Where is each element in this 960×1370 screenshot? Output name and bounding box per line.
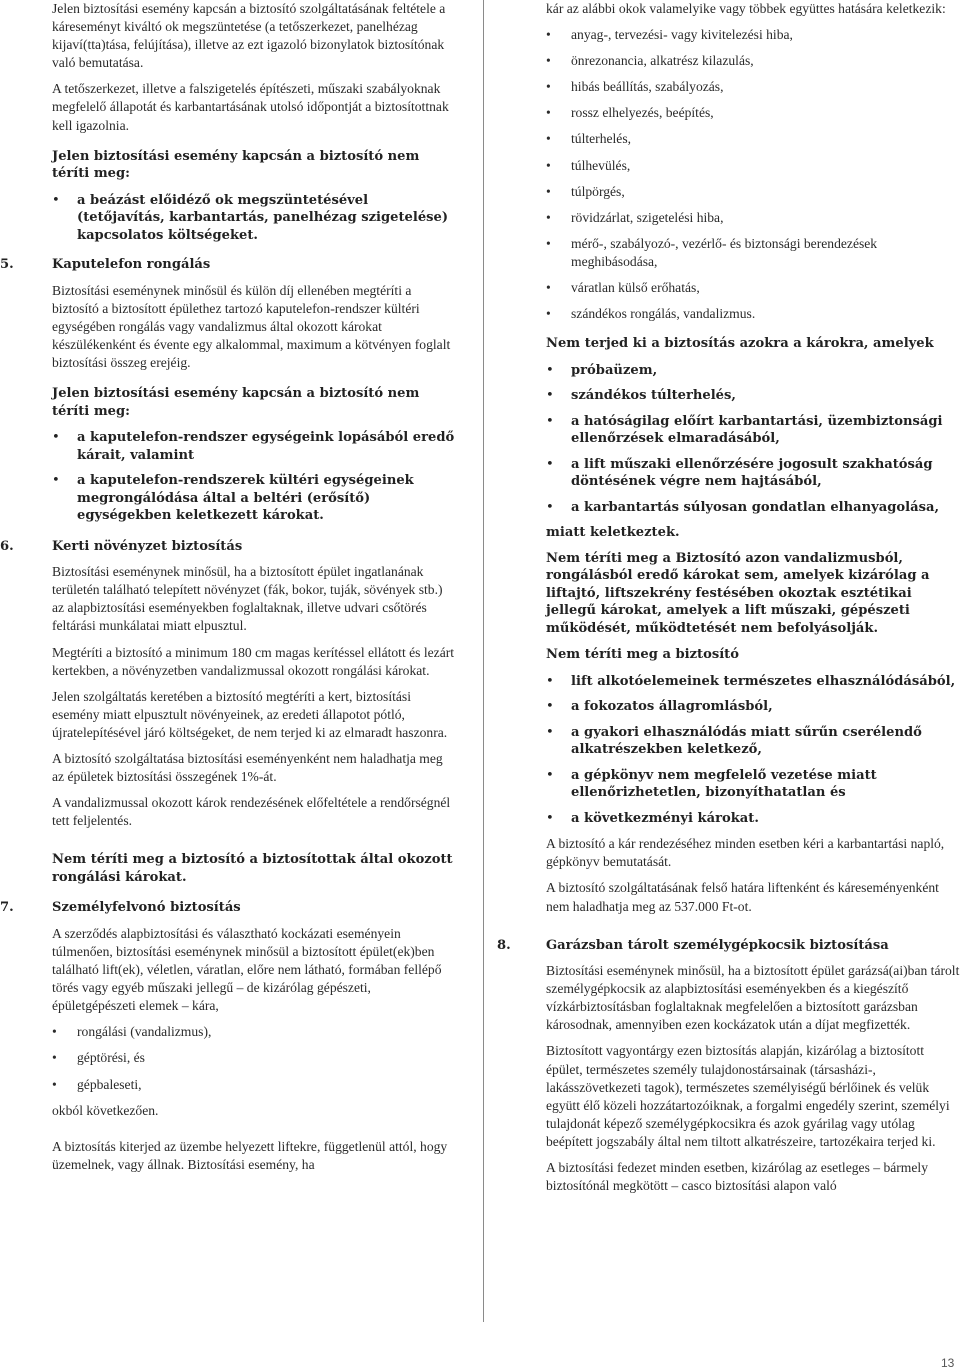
exclusion-list <box>546 673 960 828</box>
paragraph: A biztosítási fedezet minden esetben, kizárólag az esetleges – bármely biztosítónál megkötött – casco biztosítási alapon való <box>546 1160 928 1194</box>
section-title: Kaputelefon rongálás <box>52 257 211 273</box>
section-number: 5. <box>0 257 14 273</box>
section-number: 7. <box>0 900 14 916</box>
section-number: 6. <box>0 538 14 554</box>
list-item: • a hatóságilag előírt karbantartási, üzembiztonsági ellenőrzések elmaradásából, <box>546 413 960 448</box>
list-item: • próbaüzem, <box>546 362 960 380</box>
exclusion-heading: Jelen biztosítási esemény kapcsán a biztosító nem téríti meg: <box>52 148 420 182</box>
list-item: • szándékos rongálás, vandalizmus. <box>546 305 960 323</box>
paragraph: Biztosított vagyontárgy ezen biztosítás alapján, kizárólag a biztosított épület, természetes személy tulajdonostársainak (társasházi-, lakásszövetkezeti tagok), természetes személyiségű bérlőinek és velük együtt élő közeli hozzátartozóiknak, a forgalmi engedély szerint, személyi tulajdonát képező személygépkocsikra és azok gyárilag vagy utólag beépített jogszabály által nem tiltott alkatrészeire, tartozékaira terjed ki. <box>546 1043 950 1149</box>
cause-list <box>52 1023 457 1093</box>
paragraph-limit: A biztosító szolgáltatásának felső határa liftenként és káreseményenként nem haladhatja meg az 537.000 Ft-ot. <box>546 880 939 914</box>
list-item: • lift alkotóelemeinek természetes elhasználódásából, <box>546 673 960 691</box>
paragraph: A szerződés alapbiztosítási és választható kockázati eseményein túlmenően, biztosítási eseménynek minősül a biztosított épület(ek)ben található lift(ek), véletlen, váratlan, előre nem látható, formában fellépő törés vagy egyéb műszaki jellegű – de kizárólag gépészeti, épületgépészeti elemek – kára, <box>52 925 442 1014</box>
list-item: • váratlan külső erőhatás, <box>546 279 960 297</box>
list-item: • rossz elhelyezés, beépítés, <box>546 104 960 122</box>
paragraph-roof: A tetőszerkezet, illetve a falszigetelés építészeti, műszaki szabályoknak megfelelő állapotát és karbantartásának utolsó időpontját a biztosítottnak kell igazolnia. <box>52 81 449 133</box>
right-column <box>497 0 960 1203</box>
cause-list <box>546 26 960 323</box>
list-item: • túlpörgés, <box>546 183 960 201</box>
exclusion-heading: Jelen biztosítási esemény kapcsán a biztosító nem téríti meg: <box>52 386 420 419</box>
list-item: • a gépkönyv nem megfelelő vezetése miatt ellenőrizhetetlen, bizonyíthatatlan és <box>546 767 960 802</box>
paragraph-intro: Jelen biztosítási esemény kapcsán a biztosító szolgáltatásának feltétele a káreseményt kiváltó ok megszüntetése (a tetőszerkezet, panelhézag kijaví(tta)tása, felújítása), illetve az ezt igazoló bizonylatok biztosítónak való bemutatása. <box>52 1 446 71</box>
column-divider <box>483 0 484 1322</box>
list-item: • a beázást előidéző ok megszüntetésével (tetőjavítás, karbantartás, panelhézag szigetelése) kapcsolatos költségeket. <box>52 192 457 245</box>
page-number: 13 <box>941 1356 955 1370</box>
list-item: • gépbaleseti, <box>52 1076 457 1094</box>
exclusion-heading: Nem téríti meg a biztosító <box>546 647 739 663</box>
list-item: • szándékos túlterhelés, <box>546 387 960 405</box>
list-item: • önrezonancia, alkatrész kilazulás, <box>546 52 960 70</box>
left-column <box>0 0 457 1182</box>
list-item: • rövidzárlat, szigetelési hiba, <box>546 209 960 227</box>
paragraph-intro: kár az alábbi okok valamelyike vagy többek együttes hatására keletkezik: <box>546 1 946 16</box>
list-item: • a lift műszaki ellenőrzésére jogosult szakhatóság döntésének végre nem hajtásából, <box>546 456 960 491</box>
paragraph-log: A biztosító a kár rendezéséhez minden esetben kéri a karbantartási napló, gépkönyv bemutatását. <box>546 836 945 870</box>
list-item: • géptörési, és <box>52 1049 457 1067</box>
section-heading-6 <box>0 538 457 556</box>
exclusion-heading: Nem téríti meg a biztosító a biztosítottak által okozott rongálási károkat. <box>52 852 453 885</box>
section-title: Garázsban tárolt személygépkocsik biztosítása <box>546 937 889 953</box>
list-item: • a következményi károkat. <box>546 810 960 828</box>
exclusion-tail: miatt keletkeztek. <box>546 525 680 541</box>
exclusion-vandalism: Nem téríti meg a Biztosító azon vandalizmusból, rongálásból eredő károkat sem, amelyek kizárólag a liftajtó, liftszekrény festésében okoztak esztétikai jellegű károkat, amelyek a lift műszaki, gépészeti működését, működtetését nem befolyásolják. <box>546 550 930 636</box>
paragraph: A biztosítás kiterjed az üzembe helyezett liftekre, függetlenül attól, hogy üzemelnek, vagy állnak. Biztosítási esemény, ha <box>52 1138 448 1172</box>
paragraph: Biztosítási eseménynek minősül, ha a biztosított épület garázsá(ai)ban tárolt személygépkocsik az alapbiztosítási eseményekben és a kiegészítő vízkárbiztosításban foglaltaknak megfelelően a biztosított garázsban károsodnak, amennyiben ezen kockázatok után a díjat megfizették. <box>546 963 960 1033</box>
list-item: • a gyakori elhasználódás miatt sűrűn cserélendő alkatrészekben keletkező, <box>546 724 960 759</box>
paragraph: Megtéríti a biztosító a minimum 180 cm magas kerítéssel ellátott és lezárt kertekben, a növényzetben vandalizmussal okozott rongálási károkat. <box>52 644 455 678</box>
paragraph: Biztosítási eseménynek minősül, ha a biztosított épület ingatlanának területén található telepített növényzet (fák, bokor, tuják, sövények stb.) az alapbiztosítási eseményekben foglaltaknak, illetve udvari csőtörés feltárási munkálatai miatt elpusztul. <box>52 564 443 634</box>
section-heading-5 <box>0 256 457 274</box>
paragraph: okból következően. <box>52 1102 159 1118</box>
list-item: • mérő-, szabályozó-, vezérlő- és biztonsági berendezések meghibásodása, <box>546 235 960 271</box>
list-item: • a kaputelefon-rendszer egységeink lopásából eredő kárait, valamint <box>52 429 457 464</box>
exclusion-list <box>546 362 960 517</box>
paragraph: Jelen szolgáltatás keretében a biztosító megtéríti a kert, biztosítási esemény miatt elpusztult növényeinek, az eredeti állapotot pótló, újratelepítésével járó költségeket, de nem terjed ki az elmaradt haszonra. <box>52 688 448 740</box>
paragraph: A biztosító szolgáltatása biztosítási eseményenként nem haladhatja meg az épületek biztosítási összegének 1%-át. <box>52 750 443 785</box>
exclusion-list <box>52 192 457 245</box>
list-item: • rongálási (vandalizmus), <box>52 1023 457 1041</box>
paragraph: Biztosítási eseménynek minősül és külön díj ellenében megtéríti a biztosító a biztosított épülethez tartozó kaputelefon-rendszer kültéri egységében rongálás vagy vandalizmus által okozott károkat készülékenként és évente egy alkalommal, maximum a kötvényen foglalt biztosítási összeg erejéig. <box>52 282 451 371</box>
list-item: • túlhevülés, <box>546 157 960 175</box>
exclusion-heading: Nem terjed ki a biztosítás azokra a károkra, amelyek <box>546 336 934 352</box>
exclusion-list <box>52 429 457 525</box>
section-heading-7 <box>0 899 457 917</box>
list-item: • túlterhelés, <box>546 130 960 148</box>
section-heading-8 <box>497 937 960 955</box>
list-item: • anyag-, tervezési- vagy kivitelezési hiba, <box>546 26 960 44</box>
section-title: Kerti növényzet biztosítás <box>52 538 243 554</box>
section-title: Személyfelvonó biztosítás <box>52 900 241 916</box>
list-item: • hibás beállítás, szabályozás, <box>546 78 960 96</box>
list-item: • a fokozatos állagromlásból, <box>546 698 960 716</box>
paragraph: A vandalizmussal okozott károk rendezésének előfeltétele a rendőrségnél tett feljelentés. <box>52 795 451 829</box>
section-number: 8. <box>497 937 511 953</box>
list-item: • a kaputelefon-rendszerek kültéri egységeinek megrongálódása által a beltéri (erősítő) egységekben keletkezett károkat. <box>52 472 457 525</box>
list-item: • a karbantartás súlyosan gondatlan elhanyagolása, <box>546 499 960 517</box>
